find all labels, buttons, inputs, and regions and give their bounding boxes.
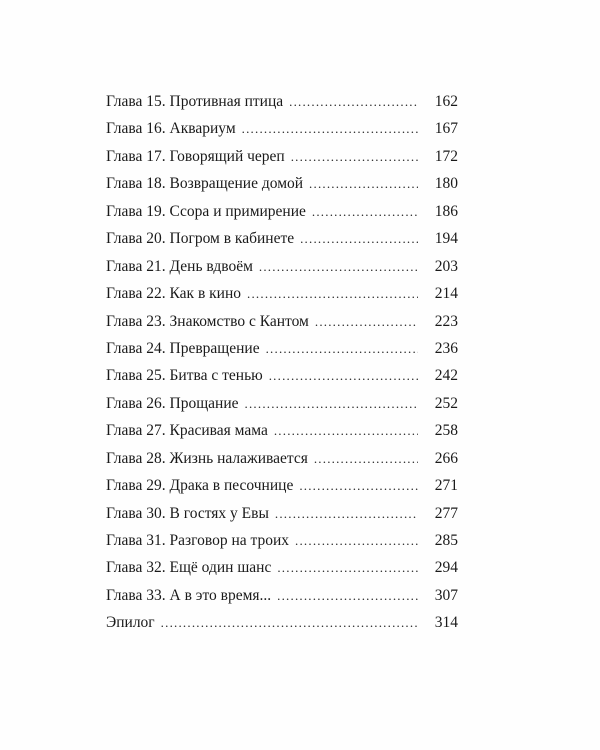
- page-number: 314: [434, 614, 458, 632]
- toc-entry: [106, 280, 458, 307]
- page-number: 162: [434, 93, 458, 110]
- toc-entry: [106, 582, 458, 609]
- chapter-title: Глава 19. Ссора и примирение: [106, 202, 306, 220]
- toc-entry: [106, 417, 458, 444]
- chapter-title: Глава 18. Возвращение домой: [106, 175, 304, 193]
- dot-leader: [291, 143, 418, 170]
- dot-leader: [300, 225, 418, 252]
- chapter-title: Глава 22. Как в кино: [106, 285, 242, 303]
- toc-entry: [106, 500, 458, 527]
- dot-leader: [269, 362, 418, 389]
- toc-entry: [106, 225, 458, 252]
- toc-entry: [106, 554, 458, 581]
- page-number: 194: [434, 230, 458, 248]
- chapter-title: Глава 31. Разговор на троих: [106, 532, 290, 549]
- chapter-title: Глава 33. А в это время...: [106, 586, 272, 604]
- chapter-title: Эпилог: [106, 614, 155, 632]
- dot-leader: [274, 417, 418, 444]
- toc-entry: [106, 198, 458, 225]
- chapter-title: Глава 17. Говорящий череп: [106, 147, 285, 165]
- page-number: 242: [434, 367, 458, 385]
- chapter-title: Глава 24. Превращение: [106, 339, 260, 357]
- chapter-title: Глава 32. Ещё один шанс: [106, 559, 272, 577]
- page-number: 277: [434, 504, 458, 522]
- dot-leader: [259, 253, 418, 280]
- page-number: 180: [434, 175, 458, 193]
- chapter-title: Глава 28. Жизнь налаживается: [106, 449, 308, 467]
- toc-entry: [106, 609, 458, 636]
- toc-entry: [106, 362, 458, 389]
- dot-leader: [315, 308, 418, 335]
- chapter-title: Глава 23. Знакомство с Кантом: [106, 312, 309, 330]
- page-number: 266: [434, 449, 458, 467]
- toc-entry: [106, 143, 458, 170]
- chapter-title: Глава 29. Драка в песочнице: [106, 477, 294, 495]
- dot-leader: [312, 198, 418, 225]
- chapter-title: Глава 15. Противная птица: [106, 93, 284, 110]
- page-number: 203: [434, 257, 458, 275]
- dot-leader: [314, 445, 418, 472]
- dot-leader: [266, 335, 418, 362]
- dot-leader: [299, 472, 418, 499]
- toc-entry: [106, 115, 458, 142]
- page-number: 214: [434, 285, 458, 303]
- chapter-title: Глава 30. В гостях у Евы: [106, 504, 269, 522]
- toc-entry: [106, 335, 458, 362]
- dot-leader: [277, 554, 418, 581]
- page-number: 258: [434, 422, 458, 440]
- dot-leader: [247, 280, 418, 307]
- dot-leader: [161, 609, 418, 636]
- toc-entry: [106, 308, 458, 335]
- page-number: 252: [434, 394, 458, 412]
- page-number: 172: [434, 147, 458, 165]
- dot-leader: [309, 170, 418, 197]
- page-number: 285: [434, 532, 458, 549]
- page-number: 167: [434, 120, 458, 138]
- chapter-title: Глава 21. День вдвоём: [106, 257, 253, 275]
- page-number: 307: [434, 586, 458, 604]
- chapter-title: Глава 25. Битва с тенью: [106, 367, 263, 385]
- dot-leader: [275, 500, 418, 527]
- chapter-title: Глава 20. Погром в кабинете: [106, 230, 295, 248]
- toc-entry: [106, 527, 458, 554]
- dot-leader: [277, 582, 418, 609]
- table-of-contents: [106, 88, 458, 637]
- toc-entry: [106, 390, 458, 417]
- page-number: 271: [434, 477, 458, 495]
- dot-leader: [295, 527, 418, 554]
- chapter-title: Глава 27. Красивая мама: [106, 422, 268, 440]
- toc-entry: [106, 472, 458, 499]
- page-number: 294: [434, 559, 458, 577]
- page-number: 236: [434, 339, 458, 357]
- dot-leader: [242, 115, 418, 142]
- chapter-title: Глава 26. Прощание: [106, 394, 239, 412]
- dot-leader: [245, 390, 418, 417]
- page-number: 186: [434, 202, 458, 220]
- toc-entry: [106, 445, 458, 472]
- toc-entry: [106, 170, 458, 197]
- page-number: 223: [434, 312, 458, 330]
- dot-leader: [289, 88, 418, 115]
- toc-entry: [106, 253, 458, 280]
- chapter-title: Глава 16. Аквариум: [106, 120, 236, 138]
- toc-entry: [106, 88, 458, 115]
